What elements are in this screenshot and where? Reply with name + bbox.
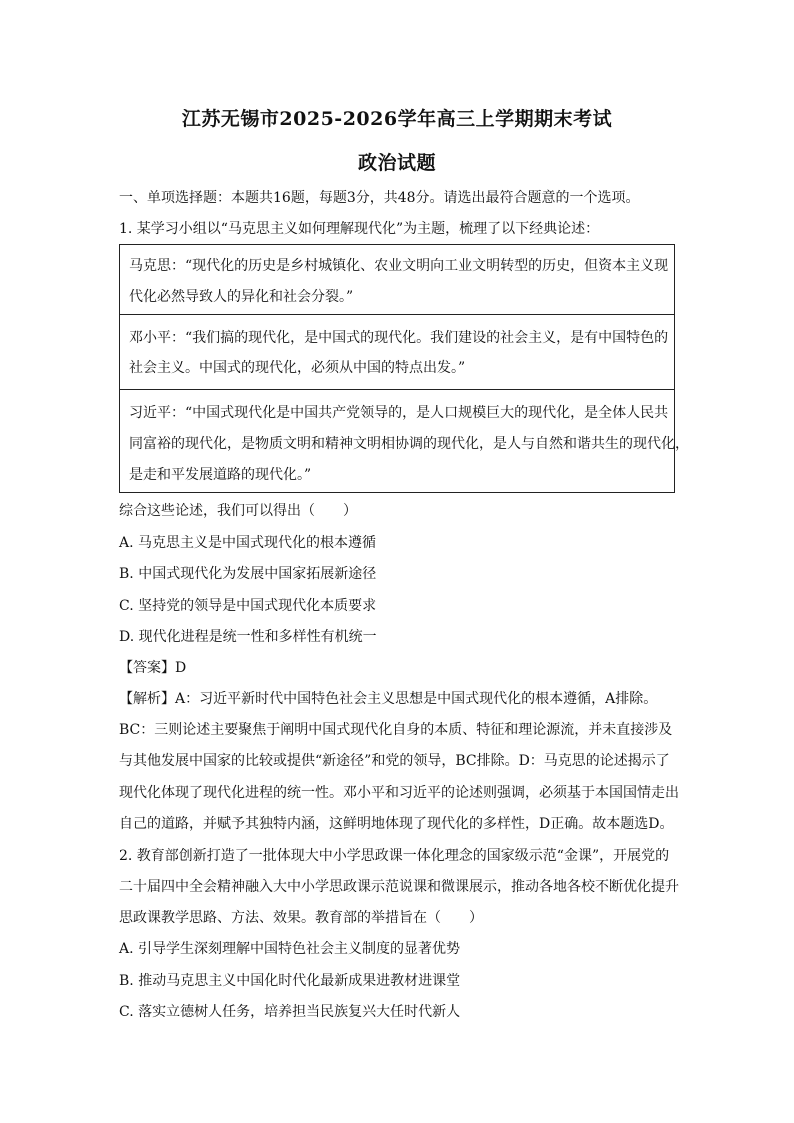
answer-line: 【答案】D [119,660,187,676]
section-heading: 一、单项选择题：本题共16题，每题3分，共48分。请选出最符合题意的一个选项。 [119,190,640,206]
quote-line: 马克思：“现代化的历史是乡村城镇化、农业文明向工业文明转型的历史，但资本主义现 [129,258,669,274]
quote-line: 同富裕的现代化，是物质文明和精神文明相协调的现代化，是人与自然和谐共生的现代化， [129,436,689,452]
quote-line: 社会主义。中国式的现代化，必须从中国的特点出发。” [129,360,466,376]
quote-marx [120,245,674,314]
quotes-table [119,244,689,493]
quote-xi [120,389,689,494]
option-a: A. 马克思主义是中国式现代化的根本遵循 [119,535,377,551]
analysis-line: 与其他发展中国家的比较或提供“新途径”和党的领导，BC排除。D：马克思的论述揭示了 [119,753,670,769]
option-d: D. 现代化进程是统一性和多样性有机统一 [119,629,377,645]
option-a: A. 引导学生深刻理解中国特色社会主义制度的显著优势 [119,941,461,957]
quote-line: 习近平：“中国式现代化是中国共产党领导的，是人口规模巨大的现代化，是全体人民共 [129,405,669,421]
quote-deng [120,314,674,389]
quote-line: 代化必然导致人的异化和社会分裂。” [129,289,354,305]
option-c: C. 落实立德树人任务，培养担当民族复兴大任时代新人 [119,1004,461,1020]
analysis-line: 【解析】A：习近平新时代中国特色社会主义思想是中国式现代化的根本遵循，A排除。 [119,691,658,707]
option-b: B. 中国式现代化为发展中国家拓展新途径 [119,566,377,582]
option-c: C. 坚持党的领导是中国式现代化本质要求 [119,598,377,614]
quote-line: 邓小平：“我们搞的现代化，是中国式的现代化。我们建设的社会主义，是有中国特色的 [129,330,669,346]
question-1-prompt: 综合这些论述，我们可以得出（ ） [119,503,357,519]
analysis-line: 现代化体现了现代化进程的统一性。邓小平和习近平的论述则强调，必须基于本国国情走出 [119,785,679,801]
question-2-stem: 二十届四中全会精神融入大中小学思政课示范说课和微课展示，推动各地各校不断优化提升 [119,879,679,895]
option-b: B. 推动马克思主义中国化时代化最新成果进教材进课堂 [119,973,461,989]
exam-subtitle: 政治试题 [357,152,436,174]
exam-title: 江苏无锡市2025-2026学年高三上学期期末考试 [181,108,613,130]
question-2-stem: 思政课教学思路、方法、效果。教育部的举措旨在（ ） [119,910,483,926]
analysis-line: BC：三则论述主要聚焦于阐明中国式现代化自身的本质、特征和理论源流，并未直接涉及 [119,722,673,738]
question-1-stem: 1. 某学习小组以“马克思主义如何理解现代化”为主题，梳理了以下经典论述： [119,221,600,237]
quote-line: 是走和平发展道路的现代化。” [129,467,312,483]
analysis-line: 自己的道路，并赋予其独特内涵，这鲜明地体现了现代化的多样性，D正确。故本题选D。 [119,816,674,832]
question-2-stem: 2. 教育部创新打造了一批体现大中小学思政课一体化理念的国家级示范“金课”，开展党的 [119,848,670,864]
